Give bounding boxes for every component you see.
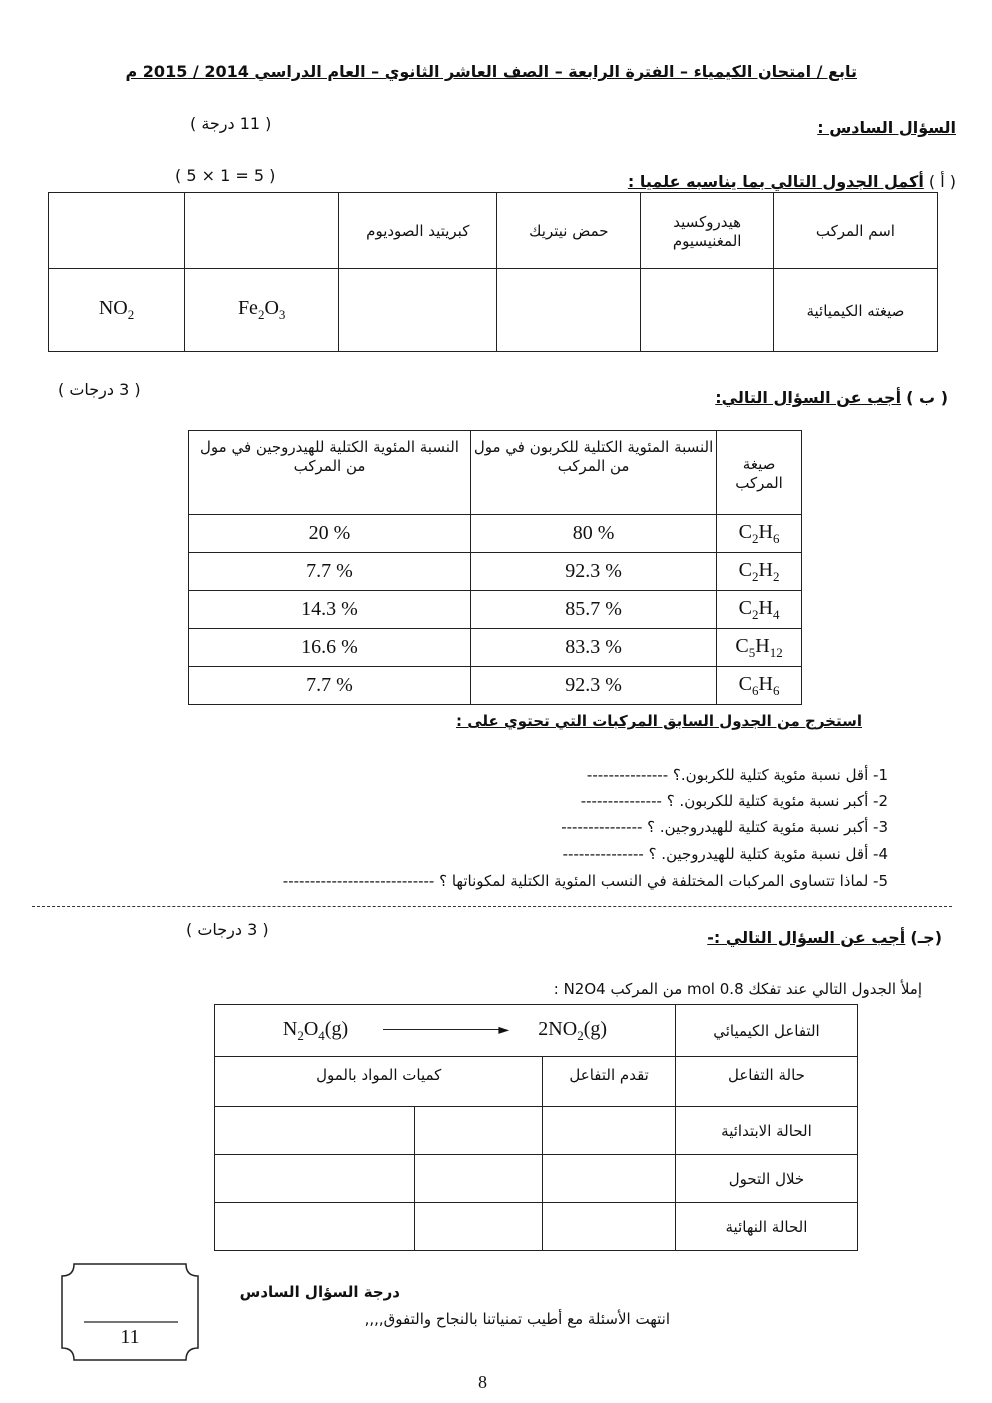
percent-row	[189, 629, 802, 667]
percent-row	[189, 553, 802, 591]
state-final: الحالة النهائية	[675, 1203, 857, 1251]
part-a-label: ( أ )	[928, 172, 956, 191]
question-title: السؤال السادس :	[817, 118, 956, 137]
blank-cell	[543, 1203, 676, 1251]
cell-hydrogen: 16.6 %	[189, 629, 471, 667]
progress-label: تقدم التفاعل	[543, 1057, 676, 1107]
cell-carbon: 85.7 %	[471, 591, 717, 629]
grade-label: درجة السؤال السادس	[239, 1283, 400, 1301]
part-a-name-cell-2: حمض نيتريك	[497, 193, 641, 269]
blank-cell	[543, 1107, 676, 1155]
part-b-marks: ( 3 درجات )	[58, 380, 141, 399]
reaction-equation	[215, 1005, 676, 1057]
part-b-label: ( ب )	[906, 388, 948, 407]
part-a-heading	[628, 172, 956, 191]
percent-row	[189, 591, 802, 629]
part-a-name-cell-1: هيدروكسيد المغنيسيوم	[641, 193, 773, 269]
state-label: حالة التفاعل	[675, 1057, 857, 1107]
part-a-row-formula-label: صيغته الكيميائية	[773, 269, 937, 352]
grade-total: 11	[120, 1326, 140, 1348]
reactant: $N_2O_4(g)$	[282, 1017, 349, 1043]
col-header-formula: صيغة المركب	[717, 431, 802, 515]
cell-carbon: 92.3 %	[471, 667, 717, 705]
cell-hydrogen: 14.3 %	[189, 591, 471, 629]
part-b-table	[188, 430, 802, 705]
part-a-name-cell-4	[185, 193, 339, 269]
percent-row	[189, 515, 802, 553]
part-b-heading	[715, 388, 948, 407]
reaction-label: التفاعل الكيميائي	[675, 1005, 857, 1057]
answer-line	[32, 906, 952, 907]
grade-box	[60, 1262, 200, 1362]
part-c-table	[214, 1004, 858, 1251]
part-a-name-cell-5	[49, 193, 185, 269]
part-a-formula-cell-4: $Fe_2O_3$	[185, 269, 339, 352]
percent-row	[189, 667, 802, 705]
extract-item-4: 4- أقل نسبة مئوية كتلية للهيدروجين. ؟ ---------------	[562, 845, 888, 863]
part-a-formula-cell-1	[641, 269, 773, 352]
state-initial: الحالة الابتدائية	[675, 1107, 857, 1155]
part-c-instruction: إملأ الجدول التالي عند تفكك 0.8 mol من المركب N2O4 :	[553, 980, 922, 998]
cell-formula: $C_6H_6$	[717, 667, 802, 705]
part-a-name-cell-3: كبريتيد الصوديوم	[339, 193, 497, 269]
closing-text: انتهت الأسئلة مع أطيب تمنياتنا بالنجاح والتفوق,,,,	[364, 1310, 670, 1328]
blank-cell	[215, 1107, 415, 1155]
exam-header: تابع / امتحان الكيمياء – الفترة الرابعة – الصف العاشر الثانوي – العام الدراسي 2014 / 2015 م	[125, 62, 857, 81]
cell-carbon: 80 %	[471, 515, 717, 553]
question-total-marks: ( 11 درجة )	[190, 114, 272, 133]
extract-item-1: 1- أقل نسبة مئوية كتلية للكربون.؟ ---------------	[586, 766, 888, 784]
part-a-formula-cell-3	[339, 269, 497, 352]
extract-item-2: 2- أكبر نسبة مئوية كتلية للكربون. ؟ ---------------	[580, 792, 888, 810]
part-a-table	[48, 192, 938, 352]
cell-formula: $C_2H_6$	[717, 515, 802, 553]
part-c-title: أجب عن السؤال التالي :-	[707, 928, 906, 947]
blank-cell	[415, 1155, 543, 1203]
part-c-marks: ( 3 درجات )	[186, 920, 269, 939]
col-header-carbon: النسبة المئوية الكتلية للكربون في مول من المركب	[471, 431, 717, 515]
product: $2NO_2(g)$	[538, 1017, 608, 1043]
blank-cell	[215, 1203, 415, 1251]
part-a-row-name-label: اسم المركب	[773, 193, 937, 269]
blank-cell	[415, 1107, 543, 1155]
extract-title: استخرج من الجدول السابق المركبات التي تحتوي على :	[456, 712, 862, 730]
part-b-title: أجب عن السؤال التالي:	[715, 388, 902, 407]
part-a-formula-cell-2	[497, 269, 641, 352]
cell-formula: $C_5H_{12}$	[717, 629, 802, 667]
cell-hydrogen: 20 %	[189, 515, 471, 553]
extract-item-5: 5- لماذا تتساوى المركبات المختلفة في النسب المئوية الكتلية لمكوناتها ؟ ----------------------------	[282, 872, 888, 890]
cell-formula: $C_2H_4$	[717, 591, 802, 629]
cell-carbon: 92.3 %	[471, 553, 717, 591]
amounts-label: كميات المواد بالمول	[215, 1057, 543, 1107]
part-a-formula-cell-5: $NO_2$	[49, 269, 185, 352]
blank-cell	[215, 1155, 415, 1203]
part-a-title: أكمل الجدول التالي بما يناسبه علميا :	[627, 172, 924, 191]
part-c-heading	[707, 928, 942, 947]
cell-carbon: 83.3 %	[471, 629, 717, 667]
part-a-marks: ( 5 × 1 = 5 )	[175, 166, 276, 185]
extract-item-3: 3- أكبر نسبة مئوية كتلية للهيدروجين. ؟ ---------------	[561, 818, 888, 836]
cell-hydrogen: 7.7 %	[189, 553, 471, 591]
cell-formula: $C_2H_2$	[717, 553, 802, 591]
reaction-arrow-icon: ►	[383, 1029, 503, 1030]
cell-hydrogen: 7.7 %	[189, 667, 471, 705]
part-c-label: (جـ)	[910, 928, 942, 947]
blank-cell	[543, 1155, 676, 1203]
blank-cell	[415, 1203, 543, 1251]
state-during: خلال التحول	[675, 1155, 857, 1203]
col-header-hydrogen: النسبة المئوية الكتلية للهيدروجين في مول من المركب	[189, 431, 471, 515]
page-number: 8	[478, 1372, 487, 1392]
